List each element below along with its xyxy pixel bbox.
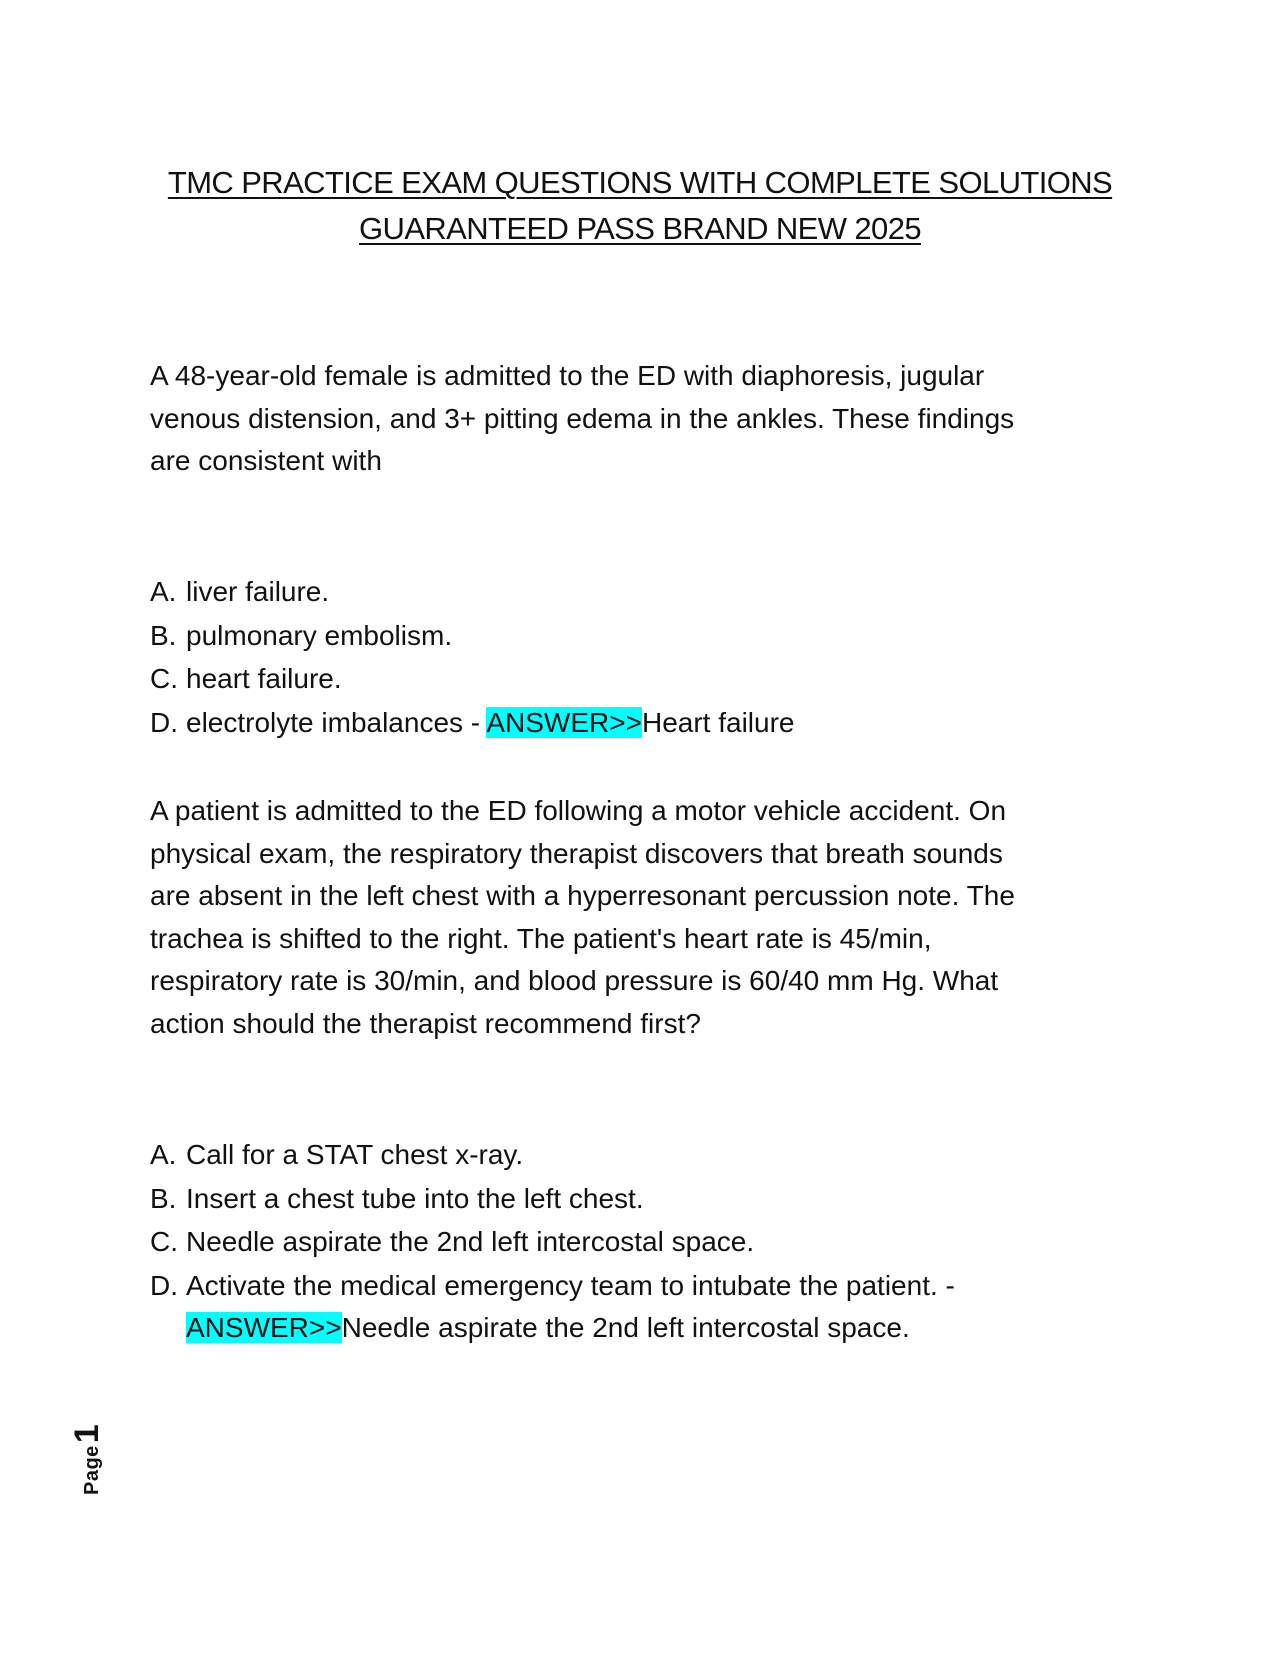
question-1-stem bbox=[150, 355, 1125, 483]
option-letter: A. bbox=[150, 576, 177, 607]
answer-text: Heart failure bbox=[641, 706, 795, 738]
option-text: electrolyte imbalances - bbox=[186, 706, 487, 738]
question-2-line-6: action should the therapist recommend first? bbox=[150, 1007, 701, 1039]
question-2-stem bbox=[150, 790, 1125, 1045]
option-letter: D. bbox=[150, 706, 178, 738]
question-1-options bbox=[150, 571, 1125, 745]
question-2-option-a bbox=[150, 1134, 1125, 1177]
page-number bbox=[68, 1424, 107, 1495]
question-2-line-4: trachea is shifted to the right. The patient's heart rate is 45/min, bbox=[150, 922, 932, 954]
question-2-option-b bbox=[150, 1178, 1125, 1221]
question-1-option-a bbox=[150, 571, 1125, 614]
option-text: Call for a STAT chest x-ray. bbox=[186, 1139, 524, 1170]
option-letter: B. bbox=[150, 619, 177, 651]
question-1-option-b bbox=[150, 615, 1125, 658]
page-label: Page bbox=[81, 1445, 103, 1495]
page-number-value: 1 bbox=[68, 1424, 106, 1444]
question-2-option-c bbox=[150, 1221, 1125, 1264]
answer-marker-highlight: ANSWER>> bbox=[486, 706, 642, 738]
question-2-line-1: A patient is admitted to the ED following a motor vehicle accident. On bbox=[150, 795, 1007, 826]
answer-text: Needle aspirate the 2nd left intercostal space. bbox=[341, 1312, 910, 1343]
question-1-line-1: A 48-year-old female is admitted to the ED with diaphoresis, jugular bbox=[150, 360, 985, 391]
title-line-2: GUARANTEED PASS BRAND NEW 2025 bbox=[359, 211, 921, 246]
question-2-line-5: respiratory rate is 30/min, and blood pressure is 60/40 mm Hg. What bbox=[150, 965, 999, 996]
question-2-line-3: are absent in the left chest with a hyperresonant percussion note. The bbox=[150, 880, 1015, 911]
option-text: liver failure. bbox=[186, 576, 330, 607]
question-2-options bbox=[150, 1134, 1125, 1351]
option-letter: C. bbox=[150, 1226, 178, 1257]
option-letter: C. bbox=[150, 663, 178, 694]
option-text: pulmonary embolism. bbox=[186, 619, 453, 651]
question-1-option-d bbox=[150, 702, 1125, 745]
document-title bbox=[120, 160, 1160, 252]
question-2-option-d bbox=[150, 1265, 1125, 1350]
question-1-line-3: are consistent with bbox=[150, 445, 382, 476]
option-letter: B. bbox=[150, 1182, 177, 1214]
option-letter: A. bbox=[150, 1139, 177, 1170]
option-letter: D. bbox=[150, 1269, 178, 1301]
title-line-1: TMC PRACTICE EXAM QUESTIONS WITH COMPLETE SOLUTIONS bbox=[167, 165, 1113, 200]
option-text: heart failure. bbox=[186, 663, 342, 694]
answer-line bbox=[186, 1307, 1125, 1350]
question-1-line-2: venous distension, and 3+ pitting edema in the ankles. These findings bbox=[150, 402, 1015, 434]
option-text: Needle aspirate the 2nd left intercostal space. bbox=[186, 1226, 755, 1257]
question-1-option-c bbox=[150, 658, 1125, 701]
question-2-line-2: physical exam, the respiratory therapist discovers that breath sounds bbox=[150, 837, 1003, 869]
option-text: Insert a chest tube into the left chest. bbox=[186, 1182, 644, 1214]
answer-marker-highlight: ANSWER>> bbox=[186, 1312, 342, 1343]
option-text: Activate the medical emergency team to intubate the patient. - bbox=[186, 1269, 955, 1301]
